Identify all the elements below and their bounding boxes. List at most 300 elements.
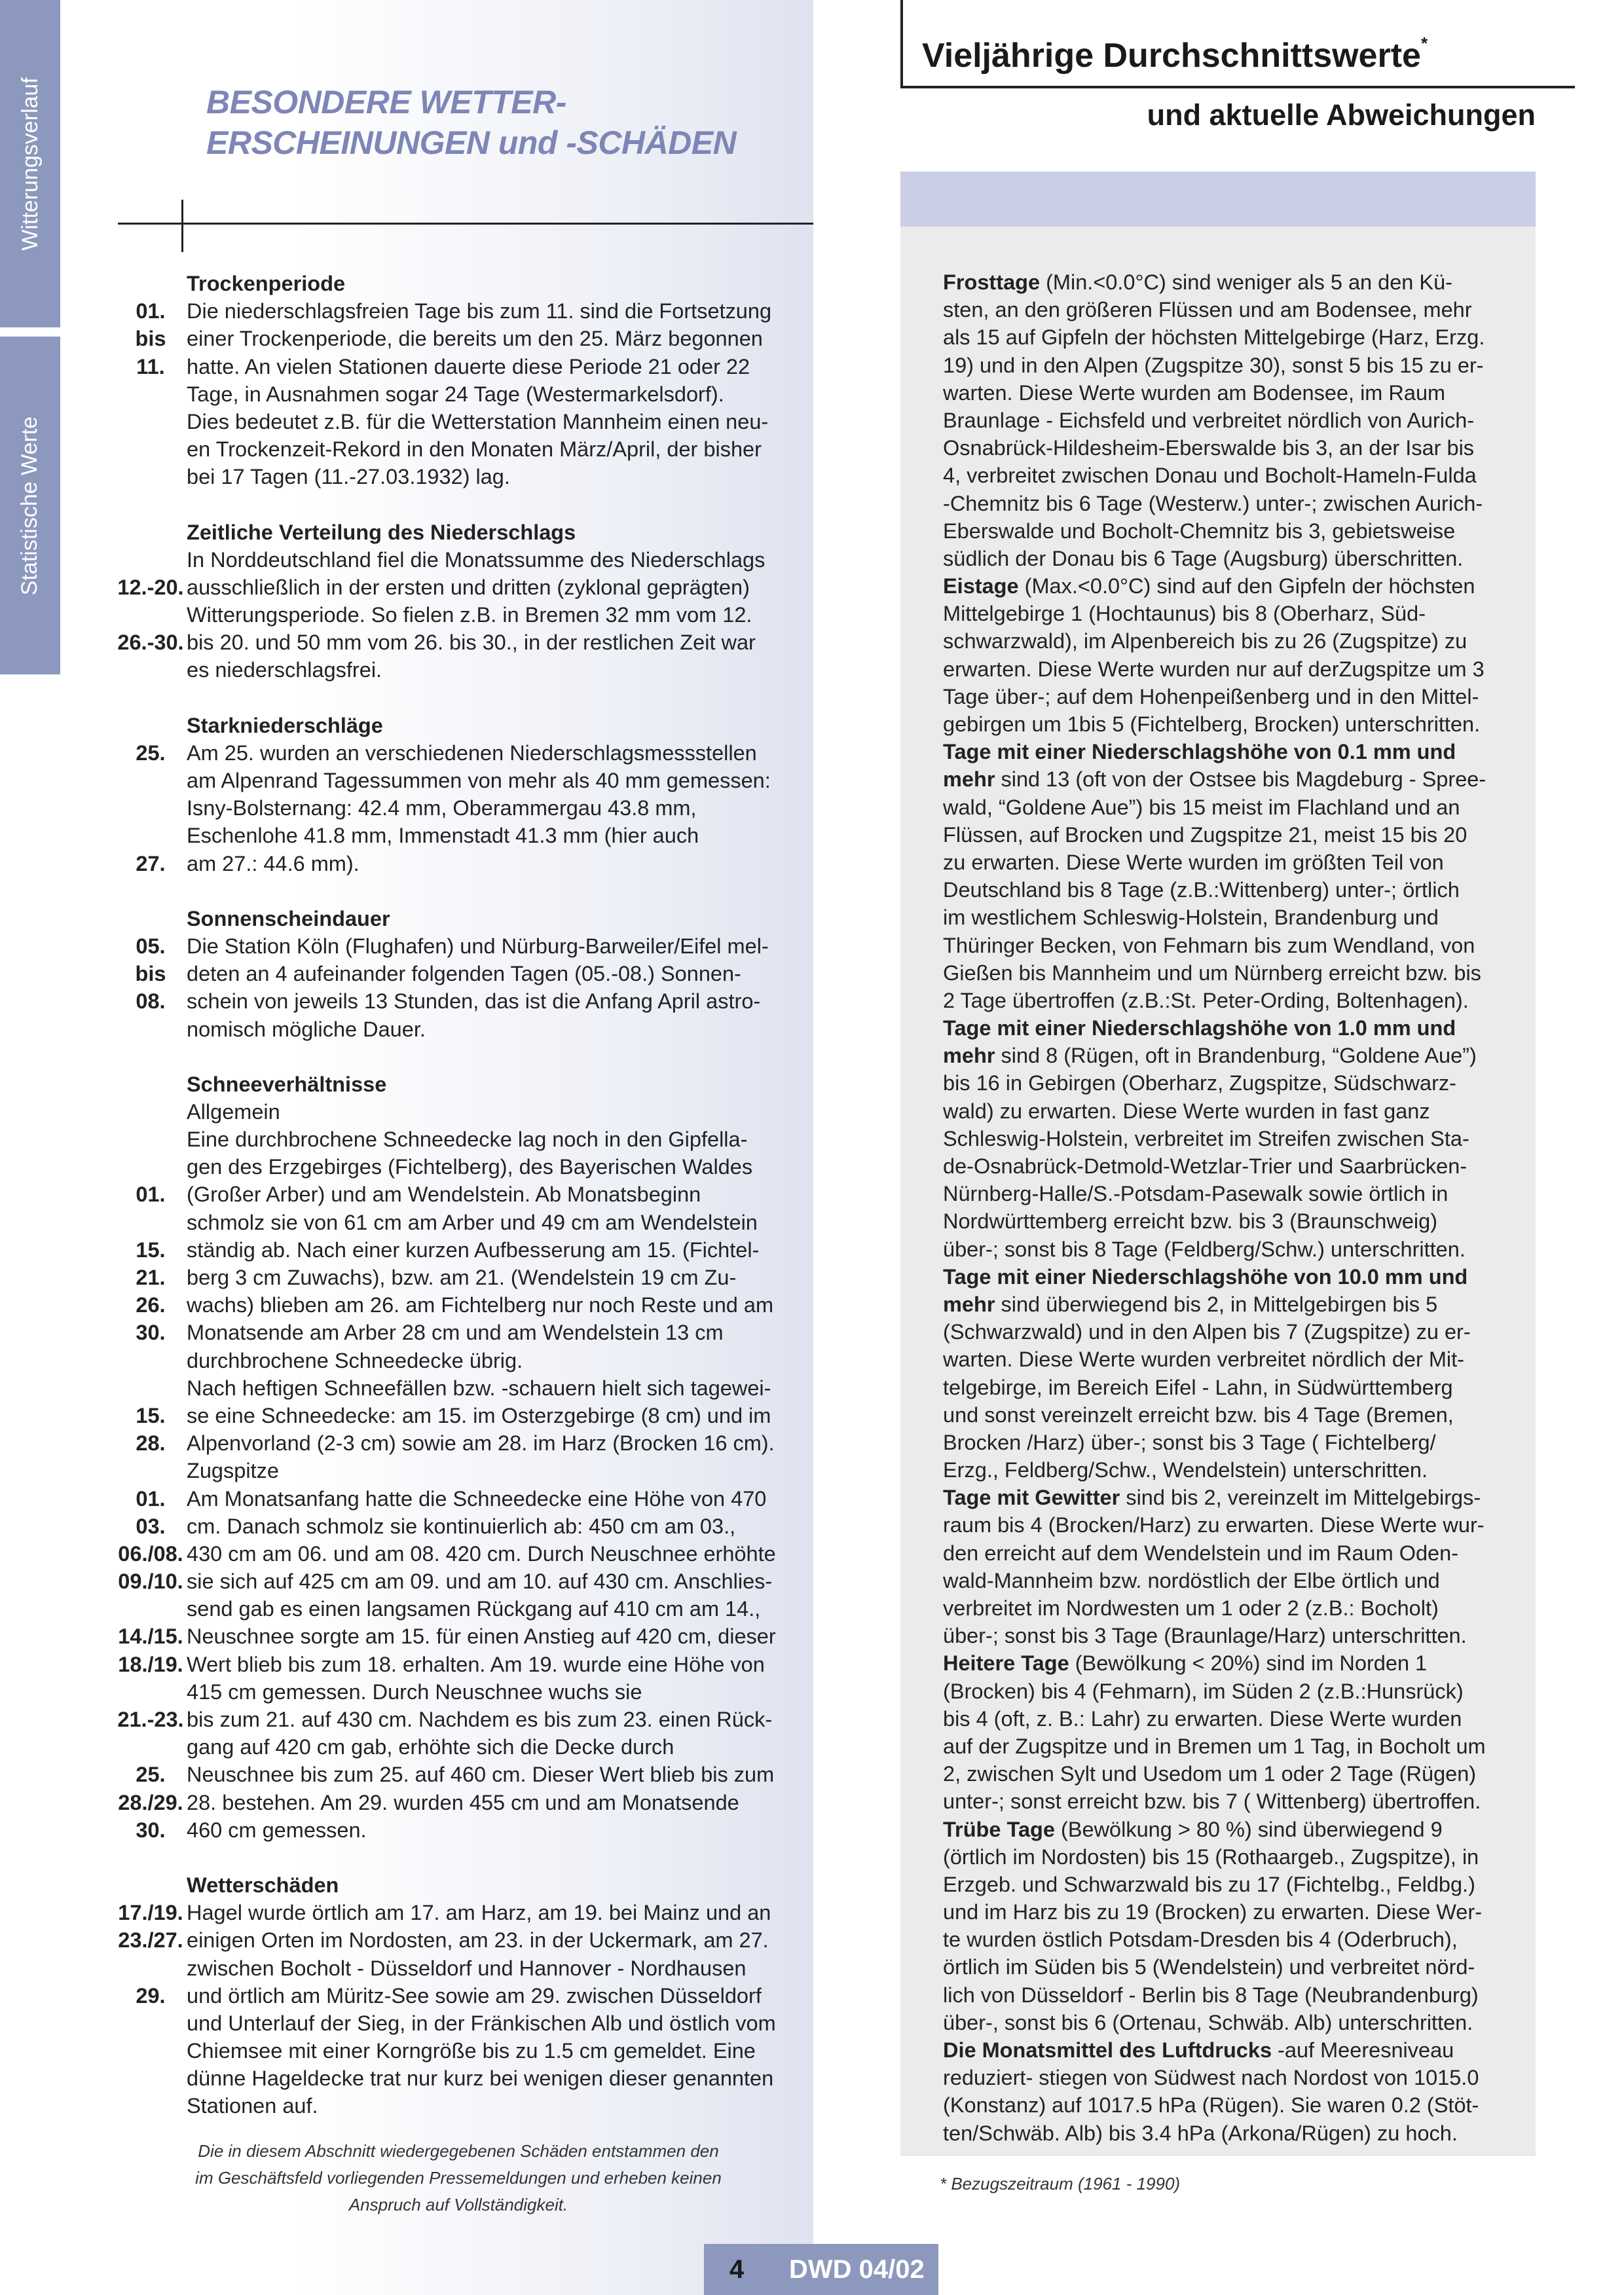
date-marker	[115, 380, 187, 408]
text-line	[943, 1484, 1529, 1511]
text-line	[943, 2091, 1529, 2119]
date-marker: 25.	[136, 741, 166, 765]
text-line	[115, 2092, 815, 2120]
text-line	[943, 1843, 1529, 1871]
text-line	[943, 407, 1529, 434]
text-line	[115, 2037, 815, 2065]
line-text: 415 cm gemessen. Durch Neuschnee wuchs sie	[187, 1680, 642, 1704]
term-label: Tage mit Gewitter	[943, 1486, 1120, 1510]
text-line	[115, 656, 815, 684]
article-section	[115, 1071, 815, 1844]
date-marker	[115, 1098, 187, 1126]
date-marker	[115, 2010, 187, 2037]
text-line	[943, 1042, 1529, 1069]
date-marker	[115, 435, 187, 463]
line-text: telgebirge, im Bereich Eifel - Lahn, in Südwürttemberg	[943, 1375, 1453, 1399]
date-marker: 28./29.	[118, 1790, 183, 1814]
text-line	[943, 1429, 1529, 1456]
line-text: Gießen bis Mannheim und um Nürnberg erreicht bzw. bis	[943, 961, 1481, 985]
term-label: Tage mit einer Niederschlagshöhe von 1.0 mm und	[943, 1016, 1456, 1040]
article-section	[115, 712, 815, 877]
date-marker	[115, 1955, 187, 1982]
text-line	[943, 1511, 1529, 1539]
date-marker	[115, 1347, 187, 1374]
line-text: Brocken /Harz) über-; sonst bis 3 Tage ( Fichtelberg/	[943, 1430, 1436, 1454]
term-label: mehr	[943, 767, 995, 792]
text-line	[115, 546, 815, 574]
text-line	[115, 380, 815, 408]
line-text: en Trockenzeit-Rekord in den Monaten März/April, der bisher	[187, 437, 762, 462]
line-text: Nürnberg-Halle/S.-Potsdam-Pasewalk sowie örtlich in	[943, 1182, 1449, 1206]
line-text: am Alpenrand Tagessummen von mehr als 40 mm gemessen:	[187, 769, 771, 792]
text-line	[115, 1982, 815, 2010]
date-marker	[115, 1457, 187, 1484]
line-text: Allgemein	[187, 1099, 280, 1124]
header-rule	[118, 223, 813, 225]
date-marker: 21.-23.	[117, 1708, 184, 1731]
text-line	[943, 1953, 1529, 1981]
line-text: wald) zu erwarten. Diese Werte wurden in fast ganz	[943, 1099, 1430, 1123]
date-marker: 29.	[136, 1983, 166, 2008]
text-line	[943, 1291, 1529, 1318]
tab-statistische-werte[interactable]	[0, 337, 60, 674]
line-text: (Bewölkung > 80 %) sind überwiegend 9	[1054, 1817, 1443, 1841]
line-text: verbreitet im Nordwesten um 1 oder 2 (z.B.: Bocholt)	[943, 1596, 1439, 1620]
line-text: Tage über-; auf dem Hohenpeißenberg und in den Mittel-	[943, 684, 1479, 708]
text-line	[115, 1374, 815, 1402]
date-marker	[115, 1595, 187, 1623]
date-marker: bis	[135, 327, 166, 351]
text-line	[943, 323, 1529, 351]
text-line	[943, 1705, 1529, 1733]
line-text: am 27.: 44.6 mm).	[187, 851, 360, 875]
date-marker	[115, 1374, 187, 1402]
line-text: Erzg., Feldberg/Schw., Wendelstein) unterschritten.	[943, 1458, 1428, 1482]
date-marker	[115, 1153, 187, 1181]
line-text: (Bewölkung < 20%) sind im Norden 1	[1069, 1651, 1428, 1676]
line-text: Die niederschlagsfreien Tage bis zum 11. sind die Fortsetzung	[187, 299, 772, 323]
text-line	[115, 1926, 815, 1954]
section-tab-strip	[0, 0, 60, 674]
line-text: den erreicht auf dem Wendelstein und im Raum Oden-	[943, 1541, 1459, 1565]
line-text: südlich der Donau bis 6 Tage (Augsburg) überschritten.	[943, 546, 1464, 570]
text-line	[115, 1126, 815, 1153]
text-line	[115, 1181, 815, 1208]
line-text: Neuschnee sorgte am 15. für einen Anstieg auf 420 cm, dieser	[187, 1625, 776, 1649]
text-line	[115, 850, 815, 877]
date-marker: 27.	[136, 851, 166, 875]
text-line	[943, 1346, 1529, 1373]
date-marker: 30.	[136, 1321, 166, 1345]
text-line	[943, 600, 1529, 627]
left-section-title	[206, 82, 783, 163]
line-text: (Min.<0.0°C) sind weniger als 5 an den Kü-	[1040, 270, 1452, 294]
text-line	[115, 1429, 815, 1457]
text-line	[943, 710, 1529, 738]
title-text: Vieljährige Durchschnittswerte	[922, 37, 1421, 75]
text-line	[115, 353, 815, 380]
date-marker	[115, 1209, 187, 1236]
text-line	[943, 1594, 1529, 1622]
date-marker: 09./10.	[118, 1570, 183, 1594]
section-heading: Schneeverhältnisse	[187, 1072, 387, 1096]
line-text: bis 16 in Gebirgen (Oberharz, Zugspitze, Südschwarz-	[943, 1071, 1456, 1095]
line-text: Alpenvorland (2-3 cm) sowie am 28. im Harz (Brocken 16 cm).	[187, 1431, 775, 1456]
text-line	[115, 1733, 815, 1761]
date-marker: 15.	[136, 1403, 166, 1427]
line-text: Flüssen, auf Brocken und Zugspitze 21, meist 15 bis 20	[943, 822, 1467, 847]
line-text: Chiemsee mit einer Korngröße bis zu 1.5 cm gemeldet. Eine	[187, 2039, 756, 2063]
tab-label: Statistische Werte	[17, 416, 43, 595]
page-footer	[704, 2244, 938, 2295]
date-marker: bis	[135, 962, 166, 986]
date-marker: 03.	[136, 1514, 166, 1538]
text-line	[115, 463, 815, 490]
date-marker: 30.	[136, 1818, 166, 1842]
line-text: reduziert- stiegen von Südwest nach Nordost von 1015.0	[943, 2066, 1479, 2090]
date-marker: 05.	[136, 934, 166, 958]
text-line	[115, 1513, 815, 1540]
text-line	[115, 1291, 815, 1319]
text-line	[943, 959, 1529, 987]
line-text: wald-Mannheim bzw. nordöstlich der Elbe örtlich und	[943, 1568, 1440, 1592]
line-text: unter-; sonst erreicht bzw. bis 7 ( Wittenberg) übertroffen.	[943, 1790, 1481, 1814]
section-heading-row	[115, 905, 815, 932]
text-line	[943, 2120, 1529, 2147]
line-text: Am Monatsanfang hatte die Schneedecke eine Höhe von 470	[187, 1486, 767, 1511]
line-text: Hagel wurde örtlich am 17. am Harz, am 19. bei Mainz und an	[187, 1901, 771, 1925]
line-text: Braunlage - Eichsfeld und verbreitet nördlich von Aurich-	[943, 408, 1475, 432]
text-line	[943, 1374, 1529, 1401]
term-label: Eistage	[943, 574, 1019, 598]
date-marker: 25.	[136, 1763, 166, 1787]
date-marker	[115, 1126, 187, 1153]
text-line	[943, 1816, 1529, 1843]
line-text: es niederschlagsfrei.	[187, 658, 382, 682]
text-line	[115, 1595, 815, 1623]
line-text: als 15 auf Gipfeln der höchsten Mittelgebirge (Harz, Erzg.	[943, 325, 1485, 350]
section-heading-row	[115, 1871, 815, 1899]
line-text: 4, verbreitet zwischen Donau und Bocholt-Hameln-Fulda	[943, 464, 1477, 488]
left-footnote	[118, 2138, 799, 2218]
date-marker: 28.	[136, 1431, 166, 1456]
text-line	[943, 904, 1529, 931]
line-text: nomisch mögliche Dauer.	[187, 1017, 426, 1041]
title-line: BESONDERE WETTER-	[206, 84, 566, 120]
text-line	[115, 1761, 815, 1788]
date-marker: 26.	[136, 1293, 166, 1317]
line-text: über-; sonst bis 3 Tage (Braunlage/Harz) unterschritten.	[943, 1624, 1467, 1648]
article-section	[115, 905, 815, 1043]
line-text: cm. Danach schmolz sie kontinuierlich ab: 450 cm am 03.,	[187, 1514, 736, 1538]
text-line	[115, 2065, 815, 2092]
text-line	[115, 794, 815, 822]
text-line	[943, 1318, 1529, 1346]
line-text: (Max.<0.0°C) sind auf den Gipfeln der höchsten	[1018, 574, 1475, 598]
line-text: (Großer Arber) und am Wendelstein. Ab Monatsbeginn	[187, 1183, 701, 1207]
publication-label: DWD 04/02	[789, 2254, 925, 2284]
line-text: de-Osnabrück-Detmold-Wetzlar-Trier und Saarbrücken-	[943, 1154, 1467, 1178]
date-cell	[115, 519, 187, 546]
line-text: te wurden östlich Potsdam-Dresden bis 4 (Oderbruch),	[943, 1928, 1458, 1952]
text-line	[943, 1567, 1529, 1594]
date-marker	[115, 794, 187, 822]
date-marker: 01.	[136, 1183, 166, 1207]
text-line	[943, 1622, 1529, 1649]
line-text: ständig ab. Nach einer kurzen Aufbesserung am 15. (Fichtel-	[187, 1238, 760, 1262]
date-marker	[115, 656, 187, 684]
date-cell	[115, 712, 187, 739]
title-footnote-mark: *	[1420, 33, 1428, 53]
date-marker	[115, 463, 187, 490]
text-line	[943, 517, 1529, 545]
line-text: Eschenlohe 41.8 mm, Immenstadt 41.3 mm (hier auch	[187, 824, 699, 848]
text-line	[943, 1401, 1529, 1429]
text-line	[115, 1402, 815, 1429]
right-article	[943, 268, 1529, 2147]
text-line	[115, 1264, 815, 1291]
text-line	[943, 1981, 1529, 2009]
line-text: gang auf 420 cm gab, erhöhte sich die Decke durch	[187, 1735, 674, 1759]
text-line	[115, 1623, 815, 1650]
line-text: Stationen auf.	[187, 2094, 318, 2118]
line-text: wald, “Goldene Aue”) bis 15 meist im Flachland und an	[943, 795, 1460, 819]
line-text: sind bis 2, vereinzelt im Mittelgebirgs-	[1120, 1486, 1481, 1510]
text-line	[943, 2009, 1529, 2036]
text-line	[943, 1678, 1529, 1705]
line-text: Nach heftigen Schneefällen bzw. -schauern hielt sich tagewei-	[187, 1376, 771, 1400]
text-line	[943, 1539, 1529, 1567]
text-line	[943, 462, 1529, 489]
date-cell	[115, 1871, 187, 1899]
text-line	[115, 1016, 815, 1043]
header-rule-tick	[181, 200, 183, 252]
line-text: zu erwarten. Diese Werte wurden im größten Teil von	[943, 850, 1444, 874]
date-cell	[115, 905, 187, 932]
date-marker: 06./08.	[118, 1541, 183, 1566]
date-marker	[115, 546, 187, 574]
line-text: im westlichem Schleswig-Holstein, Brandenburg und	[943, 906, 1439, 930]
text-line	[115, 1955, 815, 1982]
line-text: bis 4 (oft, z. B.: Lahr) zu erwarten. Diese Werte wurden	[943, 1706, 1462, 1731]
line-text: einer Trockenperiode, die bereits um den 25. März begonnen	[187, 327, 763, 351]
line-text: se eine Schneedecke: am 15. im Osterzgebirge (8 cm) und im	[187, 1403, 771, 1427]
text-line	[115, 1789, 815, 1816]
page-number: 4	[729, 2254, 745, 2284]
line-text: örtlich im Süden bis 5 (Wendelstein) und verbreitet nörd-	[943, 1955, 1475, 1979]
right-section-subtitle: und aktuelle Abweichungen	[1147, 98, 1536, 132]
line-text: schwarzwald), im Alpenbereich bis zu 26 (Zugspitze) zu	[943, 629, 1467, 653]
line-text: Zugspitze	[187, 1459, 279, 1483]
text-line	[115, 1651, 815, 1678]
line-text: Die Station Köln (Flughafen) und Nürburg-Barweiler/Eifel mel-	[187, 934, 769, 958]
text-line	[115, 960, 815, 987]
text-line	[943, 545, 1529, 572]
text-line	[943, 1263, 1529, 1291]
date-marker	[115, 601, 187, 629]
term-label: mehr	[943, 1292, 995, 1316]
line-text: und im Harz bis zu 19 (Brocken) zu erwarten. Diese Wer-	[943, 1900, 1483, 1924]
section-heading-row	[115, 270, 815, 297]
right-header-band	[900, 172, 1536, 227]
text-line	[943, 1871, 1529, 1898]
line-text: Neuschnee bis zum 25. auf 460 cm. Dieser Wert blieb bis zum	[187, 1763, 775, 1787]
line-text: sie sich auf 425 cm am 09. und am 10. auf 430 cm. Anschlies-	[187, 1570, 773, 1594]
line-text: und Unterlauf der Sieg, in der Fränkischen Alb und östlich vom	[187, 2011, 776, 2035]
text-line	[115, 629, 815, 656]
text-line	[943, 849, 1529, 876]
article-section	[115, 1871, 815, 2120]
date-marker	[115, 2065, 187, 2092]
date-marker: 08.	[136, 989, 166, 1014]
text-line	[943, 876, 1529, 904]
text-line	[943, 2036, 1529, 2064]
text-line	[115, 1236, 815, 1264]
text-line	[943, 794, 1529, 821]
line-text: über-, sonst bis 6 (Ortenau, Schwäb. Alb) unterschritten.	[943, 2010, 1473, 2034]
line-text: sind überwiegend bis 2, in Mittelgebirgen bis 5	[995, 1292, 1438, 1316]
title-line: ERSCHEINUNGEN und -SCHÄDEN	[206, 124, 737, 161]
text-line	[115, 987, 815, 1015]
text-line	[115, 2010, 815, 2037]
line-text: Am 25. wurden an verschiedenen Niederschlagsmessstellen	[187, 741, 757, 765]
line-text: 460 cm gemessen.	[187, 1818, 367, 1842]
line-text: Wert blieb bis zum 18. erhalten. Am 19. wurde eine Höhe von	[187, 1652, 765, 1676]
term-label: Heitere Tage	[943, 1651, 1069, 1676]
line-text: Schleswig-Holstein, verbreitet im Streifen zwischen Sta-	[943, 1126, 1469, 1150]
text-line	[115, 1568, 815, 1595]
line-text: raum bis 4 (Brocken/Harz) zu erwarten. Diese Werte wur-	[943, 1513, 1485, 1537]
line-text: sind 8 (Rügen, oft in Brandenburg, “Goldene Aue”)	[995, 1044, 1477, 1068]
text-line	[943, 1898, 1529, 1926]
text-line	[943, 1760, 1529, 1788]
text-line	[943, 655, 1529, 683]
text-line	[943, 572, 1529, 600]
date-marker: 11.	[136, 354, 165, 378]
line-text: Mittelgebirge 1 (Hochtaunus) bis 8 (Oberharz, Süd-	[943, 602, 1426, 626]
text-line	[115, 1678, 815, 1706]
line-text: -Chemnitz bis 6 Tage (Westerw.) unter-; zwischen Aurich-	[943, 491, 1483, 515]
line-text: berg 3 cm Zuwachs), bzw. am 21. (Wendelstein 19 cm Zu-	[187, 1266, 737, 1289]
line-text: gebirgen um 1bis 5 (Fichtelberg, Brocken) unterschritten.	[943, 712, 1481, 736]
text-line	[943, 1788, 1529, 1815]
text-line	[115, 1319, 815, 1346]
line-text: (Schwarzwald) und in den Alpen bis 7 (Zugspitze) zu er-	[943, 1320, 1471, 1344]
line-text: lich von Düsseldorf - Berlin bis 8 Tage (Neubrandenburg)	[943, 1983, 1479, 2007]
date-marker: 17./19.	[118, 1901, 183, 1925]
right-section-title	[922, 33, 1428, 75]
line-text: sten, an den größeren Flüssen und am Bodensee, mehr	[943, 298, 1472, 322]
line-text: bis zum 21. auf 430 cm. Nachdem es bis zum 23. einen Rück-	[187, 1708, 773, 1731]
line-text: warten. Diese Werte wurden am Bodensee, im Raum	[943, 380, 1446, 405]
line-text: Witterungsperiode. So fielen z.B. in Bremen 32 mm vom 12.	[187, 603, 752, 627]
line-text: Tage, in Ausnahmen sogar 24 Tage (Westermarkelsdorf).	[187, 382, 724, 406]
term-label: mehr	[943, 1044, 995, 1068]
line-text: 2 Tage übertroffen (z.B.:St. Peter-Ording, Boltenhagen).	[943, 988, 1469, 1012]
left-article	[115, 270, 815, 2148]
line-text: Osnabrück-Hildesheim-Eberswalde bis 3, an der Isar bis	[943, 436, 1475, 460]
section-heading-row	[115, 712, 815, 739]
text-line	[943, 296, 1529, 323]
date-marker	[115, 408, 187, 435]
text-line	[115, 297, 815, 325]
tab-label: Witterungsverlauf	[17, 77, 43, 251]
line-text: Isny-Bolsternang: 42.4 mm, Oberammergau 43.8 mm,	[187, 796, 697, 820]
text-line	[943, 627, 1529, 655]
text-line	[943, 1236, 1529, 1263]
text-line	[115, 601, 815, 629]
line-text: und sonst vereinzelt erreicht bzw. bis 4 Tage (Bremen,	[943, 1403, 1454, 1427]
section-heading-row	[115, 1071, 815, 1098]
text-line	[115, 1485, 815, 1513]
text-line	[115, 1209, 815, 1236]
text-line	[115, 1816, 815, 1844]
term-label: Tage mit einer Niederschlagshöhe von 10.0 mm und	[943, 1264, 1468, 1289]
text-line	[115, 574, 815, 601]
text-line	[115, 822, 815, 849]
text-line	[115, 739, 815, 767]
text-line	[943, 490, 1529, 517]
line-text: gen des Erzgebirges (Fichtelberg), des Bayerischen Waldes	[187, 1155, 753, 1179]
date-marker	[115, 2037, 187, 2065]
line-text: 19) und in den Alpen (Zugspitze 30), sonst 5 bis 15 zu er-	[943, 353, 1484, 377]
line-text: ten/Schwäb. Alb) bis 3.4 hPa (Arkona/Rügen) zu hoch.	[943, 2121, 1458, 2145]
date-marker: 12.-20.	[117, 575, 184, 599]
date-marker: 23./27.	[118, 1928, 183, 1953]
text-line	[943, 1125, 1529, 1152]
article-section	[115, 519, 815, 684]
section-heading: Zeitliche Verteilung des Niederschlags	[187, 520, 576, 544]
text-line	[115, 1706, 815, 1733]
date-marker: 18./19.	[118, 1652, 183, 1676]
text-line	[943, 268, 1529, 296]
date-marker	[115, 822, 187, 849]
line-text: über-; sonst bis 8 Tage (Feldberg/Schw.) unterschritten.	[943, 1237, 1466, 1261]
section-heading: Trockenperiode	[187, 272, 346, 295]
text-line	[943, 1014, 1529, 1042]
line-text: 2, zwischen Sylt und Usedom um 1 oder 2 Tage (Rügen)	[943, 1762, 1477, 1786]
date-marker	[115, 767, 187, 794]
text-line	[943, 821, 1529, 849]
text-line	[943, 379, 1529, 407]
line-text: Thüringer Becken, von Fehmarn bis zum Wendland, von	[943, 933, 1475, 957]
footnote-line: im Geschäftsfeld vorliegenden Pressemeldungen und erheben keinen	[195, 2168, 722, 2188]
article-section	[115, 270, 815, 491]
text-line	[943, 1207, 1529, 1235]
text-line	[943, 987, 1529, 1014]
date-cell	[115, 1071, 187, 1098]
text-line	[943, 2064, 1529, 2091]
term-label: Frosttage	[943, 270, 1041, 294]
text-line	[943, 1180, 1529, 1207]
line-text: 28. bestehen. Am 29. wurden 455 cm und am Monatsende	[187, 1790, 739, 1814]
text-line	[115, 767, 815, 794]
date-marker	[115, 1016, 187, 1043]
line-text: (örtlich im Nordosten) bis 15 (Rothaargeb., Zugspitze), in	[943, 1845, 1479, 1869]
tab-witterungsverlauf[interactable]	[0, 0, 60, 327]
line-text: und örtlich am Müritz-See sowie am 29. zwischen Düsseldorf	[187, 1983, 762, 2008]
text-line	[115, 1098, 815, 1126]
line-text: durchbrochene Schneedecke übrig.	[187, 1348, 523, 1372]
line-text: auf der Zugspitze und in Bremen um 1 Tag, in Bocholt um	[943, 1734, 1486, 1758]
line-text: einigen Orten im Nordosten, am 23. in der Uckermark, am 27.	[187, 1928, 769, 1953]
line-text: schmolz sie von 61 cm am Arber und 49 cm am Wendelstein	[187, 1210, 758, 1234]
line-text: dünne Hageldecke trat nur kurz bei wenigen dieser genannten	[187, 2066, 774, 2091]
section-heading: Wetterschäden	[187, 1873, 339, 1897]
line-text: bei 17 Tagen (11.-27.03.1932) lag.	[187, 465, 510, 489]
line-text: In Norddeutschland fiel die Monatssumme des Niederschlags	[187, 547, 766, 572]
text-line	[943, 683, 1529, 710]
